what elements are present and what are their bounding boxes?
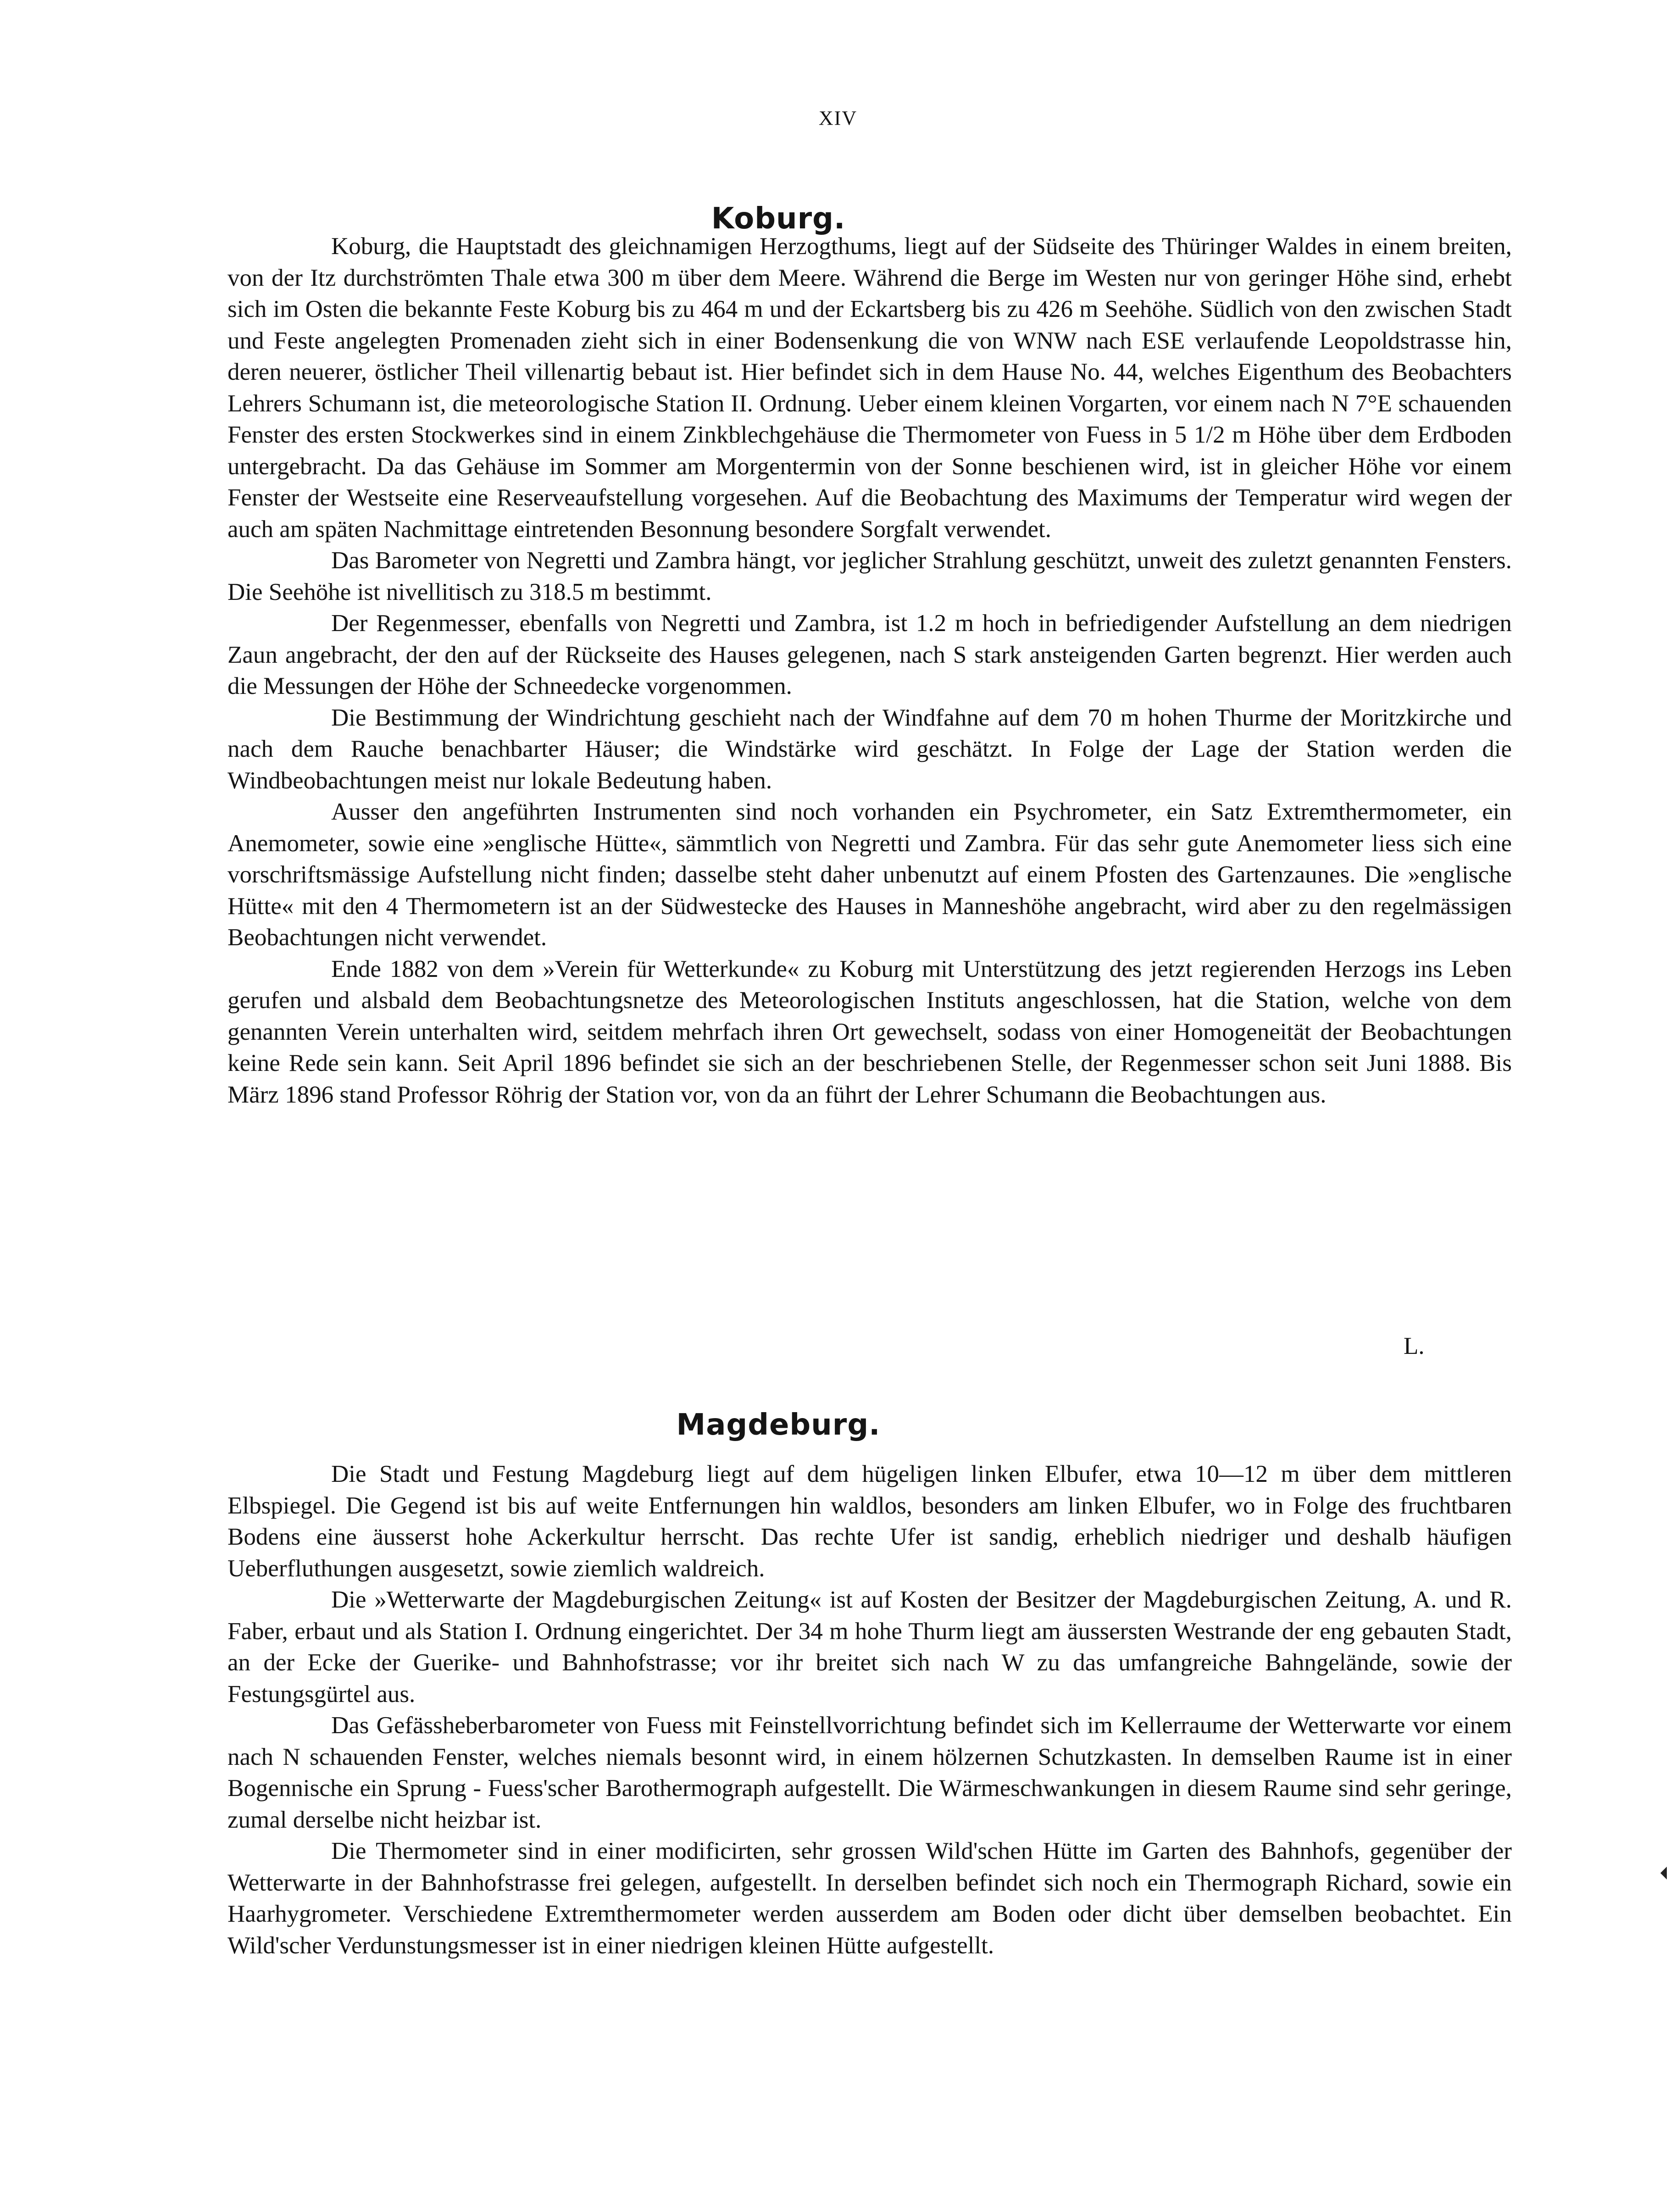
paragraph: Die Stadt und Festung Magdeburg liegt auf dem hügeligen linken Elbufer, etwa 10—12 m über dem mittleren Elbspiegel. Die Gegend ist bis auf weite Entfernungen hin waldlos, besonders am linken Elbufer, wo in Folge des fruchtbaren Bodens eine äusserst hohe Ackerkultur herrscht. Das rechte Ufer ist sandig, erheblich niedriger und deshalb häufigen Ueberfluthungen ausgesetzt, sowie ziemlich waldreich. [228,1461,1512,1582]
section-body-magdeburg [228,1458,1512,1961]
author-signature: L. [1404,1333,1425,1359]
paragraph: Der Regenmesser, ebenfalls von Negretti und Zambra, ist 1.2 m hoch in befriedigender Aufstellung an dem niedrigen Zaun angebracht, der den auf der Rückseite des Hauses gelegenen, nach S stark ansteigenden Garten begrenzt. Hier werden auch die Messungen der Höhe der Schneedecke vorgenommen. [228,610,1512,699]
paragraph: Das Barometer von Negretti und Zambra hängt, vor jeglicher Strahlung geschützt, unweit des zuletzt genannten Fensters. Die Seehöhe ist nivellitisch zu 318.5 m bestimmt. [228,547,1512,605]
section-title-magdeburg: Magdeburg. [676,1408,881,1442]
paragraph: Die »Wetterwarte der Magdeburgischen Zeitung« ist auf Kosten der Besitzer der Magdeburgischen Zeitung, A. und R. Faber, erbaut und als Station I. Ordnung eingerichtet. Der 34 m hohe Thurm liegt am äussersten Westrande der eng gebauten Stadt, an der Ecke der Guerike- und Bahnhofstrasse; vor ihr breitet sich nach W zu das umfangreiche Bahngelände, sowie der Festungsgürtel aus. [228,1586,1512,1708]
section-title-koburg: Koburg. [711,202,846,236]
paragraph: Die Thermometer sind in einer modificirten, sehr grossen Wild'schen Hütte im Garten des Bahnhofs, gegenüber der Wetterwarte in der Bahnhofstrasse frei gelegen, aufgestellt. In derselben befindet sich noch ein Thermograph Richard, sowie ein Haarhygrometer. Verschiedene Extremthermometer werden ausserdem am Boden oder dicht über demselben beobachtet. Ein Wild'scher Verdunstungsmesser ist in einer niedrigen kleinen Hütte aufgestellt. [228,1838,1512,1959]
margin-mark-icon [1660,1867,1667,1879]
paragraph: Ausser den angeführten Instrumenten sind noch vorhanden ein Psychrometer, ein Satz Extremthermometer, ein Anemometer, sowie eine »englische Hütte«, sämmtlich von Negretti und Zambra. Für das sehr gute Anemometer liess sich eine vorschriftsmässige Aufstellung nicht finden; dasselbe steht daher unbenutzt auf einem Pfosten des Gartenzaunes. Die »englische Hütte« mit den 4 Thermometern ist an der Südwestecke des Hauses in Manneshöhe angebracht, wird aber zu den regelmässigen Beobachtungen nicht verwendet. [228,798,1512,951]
paragraph: Die Bestimmung der Windrichtung geschieht nach der Windfahne auf dem 70 m hohen Thurme der Moritzkirche und nach dem Rauche benachbarter Häuser; die Windstärke wird geschätzt. In Folge der Lage der Station werden die Windbeobachtungen meist nur lokale Bedeutung haben. [228,704,1512,794]
paragraph: Ende 1882 von dem »Verein für Wetterkunde« zu Koburg mit Unterstützung des jetzt regierenden Herzogs ins Leben gerufen und alsbald dem Beobachtungsnetze des Meteorologischen Instituts angeschlossen, hat die Station, welche von dem genannten Verein unterhalten wird, seitdem mehrfach ihren Ort gewechselt, sodass von einer Homogeneität der Beobachtungen keine Rede sein kann. Seit April 1896 befindet sie sich an der beschriebenen Stelle, der Regenmesser schon seit Juni 1888. Bis März 1896 stand Professor Röhrig der Station vor, von da an führt der Lehrer Schumann die Beobachtungen aus. [228,955,1512,1108]
page-number: XIV [818,107,858,129]
paragraph: Koburg, die Hauptstadt des gleichnamigen Herzogthums, liegt auf der Südseite des Thüringer Waldes in einem breiten, von der Itz durchströmten Thale etwa 300 m über dem Meere. Während die Berge im Westen nur von geringer Höhe sind, erhebt sich im Osten die bekannte Feste Koburg bis zu 464 m und der Eckartsberg bis zu 426 m Seehöhe. Südlich von den zwischen Stadt und Feste angelegten Promenaden zieht sich in einer Bodensenkung die von WNW nach ESE verlaufende Leopoldstrasse hin, deren neuerer, östlicher Theil villenartig bebaut ist. Hier befindet sich in dem Hause No. 44, welches Eigenthum des Beobachters Lehrers Schumann ist, die meteorologische Station II. Ordnung. Ueber einem kleinen Vorgarten, vor einem nach N 7°E schauenden Fenster des ersten Stockwerkes sind in einem Zinkblechgehäuse die Thermometer von Fuess in 5 1/2 m Höhe über dem Erdboden untergebracht. Da das Gehäuse im Sommer am Morgentermin von der Sonne beschienen wird, ist in gleicher Höhe vor einem Fenster der Westseite eine Reserveaufstellung vorgesehen. Auf die Beobachtung des Maximums der Temperatur wird wegen der auch am späten Nachmittage eintretenden Besonnung besondere Sorgfalt verwendet. [228,233,1512,543]
section-body-koburg [228,231,1512,1110]
paragraph: Das Gefässheberbarometer von Fuess mit Feinstellvorrichtung befindet sich im Kellerraume der Wetterwarte vor einem nach N schauenden Fenster, welches niemals besonnt wird, in einem hölzernen Schutzkasten. In demselben Raume ist in einer Bogennische ein Sprung - Fuess'scher Barothermograph aufgestellt. Die Wärmeschwankungen in diesem Raume sind sehr geringe, zumal derselbe nicht heizbar ist. [228,1712,1512,1833]
